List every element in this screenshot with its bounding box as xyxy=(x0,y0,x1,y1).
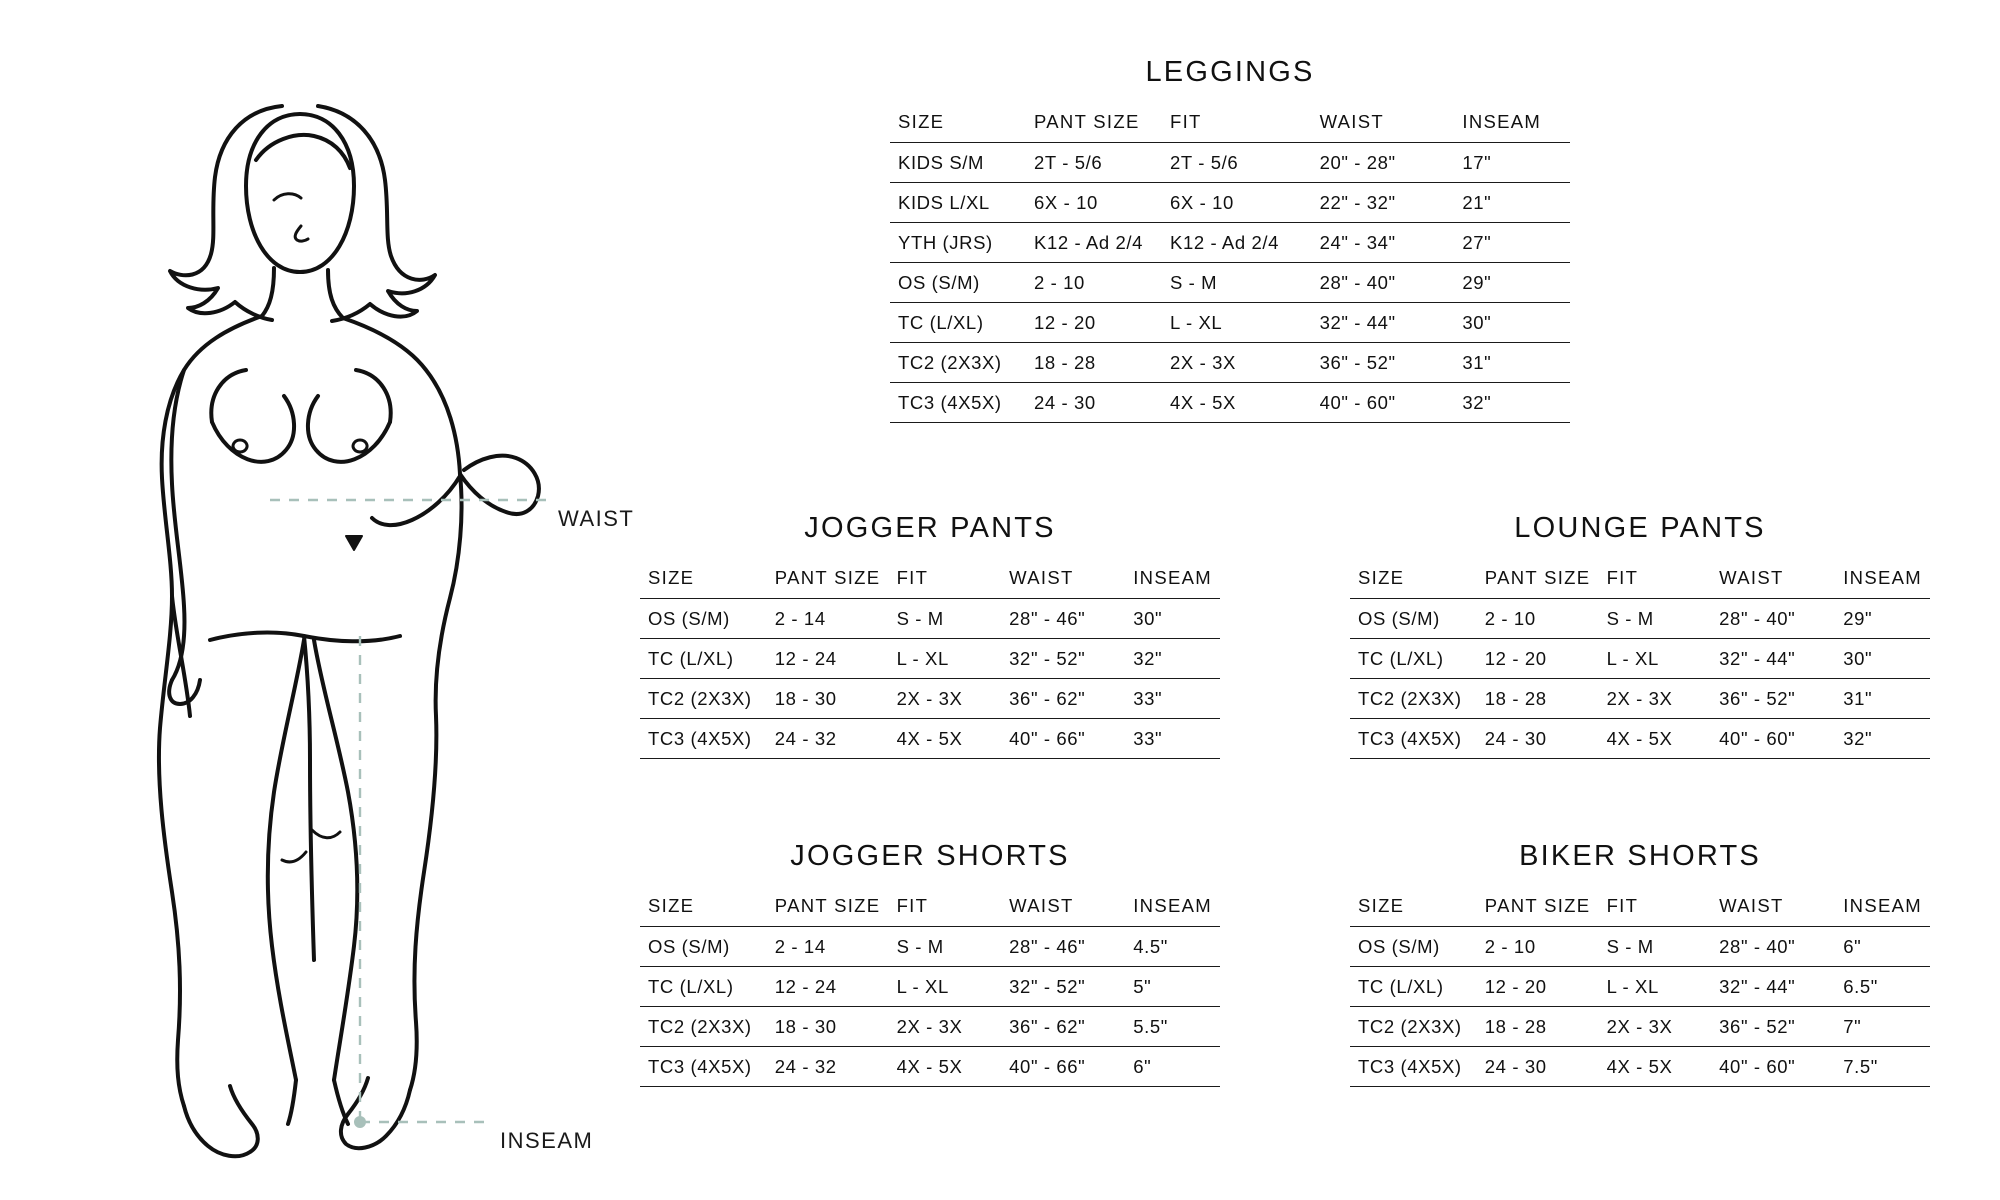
cell-inseam: 31" xyxy=(1835,679,1930,719)
section-title-jogger-shorts: JOGGER SHORTS xyxy=(790,840,1070,872)
cell-inseam: 5.5" xyxy=(1125,1007,1220,1047)
cell-waist: 24" - 34" xyxy=(1312,223,1455,263)
cell-pant-size: 24 - 30 xyxy=(1477,719,1599,759)
cell-size: TC (L/XL) xyxy=(1350,639,1477,679)
cell-fit: 4X - 5X xyxy=(1162,383,1312,423)
cell-pant-size: 18 - 28 xyxy=(1477,679,1599,719)
table-row xyxy=(1350,1007,1930,1047)
cell-fit: L - XL xyxy=(1162,303,1312,343)
cell-pant-size: 24 - 32 xyxy=(767,1047,889,1087)
cell-size: TC3 (4X5X) xyxy=(640,719,767,759)
cell-waist: 32" - 44" xyxy=(1711,967,1835,1007)
cell-fit: 2T - 5/6 xyxy=(1162,143,1312,183)
size-table-lounge-pants xyxy=(1350,567,1930,759)
table-row xyxy=(890,183,1570,223)
cell-size: TC (L/XL) xyxy=(640,967,767,1007)
inseam-label: INSEAM xyxy=(500,1128,594,1153)
col-header-waist: WAIST xyxy=(1719,895,1784,916)
cell-size: OS (S/M) xyxy=(640,599,767,639)
cell-inseam: 5" xyxy=(1125,967,1220,1007)
col-header-fit: FIT xyxy=(1606,567,1639,588)
table-row xyxy=(640,719,1220,759)
cell-pant-size: 18 - 30 xyxy=(767,1007,889,1047)
table-row xyxy=(1350,599,1930,639)
cell-waist: 28" - 40" xyxy=(1312,263,1455,303)
cell-pant-size: 18 - 28 xyxy=(1477,1007,1599,1047)
col-header-inseam: INSEAM xyxy=(1843,567,1922,588)
cell-fit: S - M xyxy=(1162,263,1312,303)
cell-fit: 4X - 5X xyxy=(1599,1047,1712,1087)
cell-size: TC2 (2X3X) xyxy=(640,1007,767,1047)
cell-waist: 32" - 44" xyxy=(1312,303,1455,343)
col-header-inseam: INSEAM xyxy=(1462,111,1542,132)
cell-waist: 28" - 40" xyxy=(1711,927,1835,967)
col-header-waist: WAIST xyxy=(1319,111,1384,132)
table-row xyxy=(640,1007,1220,1047)
cell-waist: 32" - 52" xyxy=(1001,967,1125,1007)
cell-inseam: 27" xyxy=(1454,223,1570,263)
cell-fit: 2X - 3X xyxy=(1162,343,1312,383)
cell-waist: 36" - 52" xyxy=(1312,343,1455,383)
cell-inseam: 30" xyxy=(1125,599,1220,639)
cell-pant-size: 2 - 10 xyxy=(1026,263,1162,303)
cell-waist: 40" - 60" xyxy=(1312,383,1455,423)
cell-pant-size: 2 - 10 xyxy=(1477,599,1599,639)
cell-waist: 40" - 60" xyxy=(1711,1047,1835,1087)
cell-fit: K12 - Ad 2/4 xyxy=(1162,223,1312,263)
size-chart-jogger-shorts xyxy=(640,840,1220,1087)
cell-fit: S - M xyxy=(889,599,1002,639)
table-row xyxy=(890,143,1570,183)
table-row xyxy=(640,639,1220,679)
cell-fit: L - XL xyxy=(889,967,1002,1007)
cell-waist: 36" - 52" xyxy=(1711,679,1835,719)
col-header-waist: WAIST xyxy=(1009,567,1074,588)
cell-inseam: 6.5" xyxy=(1835,967,1930,1007)
col-header-fit: FIT xyxy=(1170,111,1202,132)
table-row xyxy=(1350,719,1930,759)
col-header-size: SIZE xyxy=(648,895,695,916)
table-row xyxy=(890,383,1570,423)
cell-fit: 2X - 3X xyxy=(1599,1007,1712,1047)
cell-fit: L - XL xyxy=(1599,967,1712,1007)
table-row xyxy=(640,679,1220,719)
cell-waist: 22" - 32" xyxy=(1312,183,1455,223)
cell-inseam: 21" xyxy=(1454,183,1570,223)
table-header-row xyxy=(640,895,1220,927)
cell-pant-size: 12 - 20 xyxy=(1477,639,1599,679)
body-figure-illustration xyxy=(60,40,635,1180)
col-header-fit: FIT xyxy=(896,895,929,916)
cell-pant-size: 6X - 10 xyxy=(1026,183,1162,223)
cell-size: YTH (JRS) xyxy=(890,223,1026,263)
cell-size: TC3 (4X5X) xyxy=(1350,1047,1477,1087)
cell-inseam: 29" xyxy=(1454,263,1570,303)
size-table-leggings xyxy=(890,111,1570,423)
section-title-biker-shorts: BIKER SHORTS xyxy=(1519,840,1761,872)
cell-fit: L - XL xyxy=(1599,639,1712,679)
col-header-inseam: INSEAM xyxy=(1843,895,1922,916)
col-header-waist: WAIST xyxy=(1009,895,1074,916)
table-row xyxy=(890,263,1570,303)
col-header-fit: FIT xyxy=(896,567,929,588)
cell-pant-size: K12 - Ad 2/4 xyxy=(1026,223,1162,263)
size-chart-leggings xyxy=(890,56,1570,423)
cell-pant-size: 2 - 14 xyxy=(767,927,889,967)
cell-inseam: 7.5" xyxy=(1835,1047,1930,1087)
col-header-inseam: INSEAM xyxy=(1133,895,1212,916)
table-row xyxy=(1350,679,1930,719)
cell-pant-size: 12 - 24 xyxy=(767,639,889,679)
size-chart-biker-shorts xyxy=(1350,840,1930,1087)
cell-inseam: 30" xyxy=(1454,303,1570,343)
cell-inseam: 32" xyxy=(1835,719,1930,759)
col-header-size: SIZE xyxy=(1358,895,1405,916)
table-row xyxy=(1350,967,1930,1007)
cell-size: OS (S/M) xyxy=(1350,927,1477,967)
waist-label: WAIST xyxy=(558,506,635,531)
cell-fit: L - XL xyxy=(889,639,1002,679)
cell-fit: 4X - 5X xyxy=(889,719,1002,759)
cell-size: KIDS L/XL xyxy=(890,183,1026,223)
cell-size: TC2 (2X3X) xyxy=(890,343,1026,383)
col-header-pant-size: PANT SIZE xyxy=(1034,111,1140,132)
cell-size: OS (S/M) xyxy=(1350,599,1477,639)
cell-waist: 28" - 46" xyxy=(1001,599,1125,639)
cell-fit: S - M xyxy=(889,927,1002,967)
cell-fit: S - M xyxy=(1599,599,1712,639)
cell-pant-size: 18 - 28 xyxy=(1026,343,1162,383)
cell-size: TC2 (2X3X) xyxy=(640,679,767,719)
cell-size: TC (L/XL) xyxy=(890,303,1026,343)
table-row xyxy=(1350,1047,1930,1087)
col-header-pant-size: PANT SIZE xyxy=(774,895,881,916)
section-title-jogger-pants: JOGGER PANTS xyxy=(804,512,1056,544)
cell-fit: 2X - 3X xyxy=(889,679,1002,719)
cell-fit: S - M xyxy=(1599,927,1712,967)
cell-size: TC (L/XL) xyxy=(640,639,767,679)
cell-inseam: 29" xyxy=(1835,599,1930,639)
cell-waist: 20" - 28" xyxy=(1312,143,1455,183)
cell-size: OS (S/M) xyxy=(640,927,767,967)
cell-pant-size: 24 - 30 xyxy=(1477,1047,1599,1087)
cell-inseam: 30" xyxy=(1835,639,1930,679)
table-header-row xyxy=(1350,895,1930,927)
cell-waist: 40" - 60" xyxy=(1711,719,1835,759)
section-title-leggings: LEGGINGS xyxy=(1145,56,1315,88)
cell-inseam: 31" xyxy=(1454,343,1570,383)
cell-size: OS (S/M) xyxy=(890,263,1026,303)
col-header-inseam: INSEAM xyxy=(1133,567,1212,588)
cell-fit: 4X - 5X xyxy=(1599,719,1712,759)
cell-pant-size: 2 - 10 xyxy=(1477,927,1599,967)
table-header-row xyxy=(640,567,1220,599)
cell-inseam: 7" xyxy=(1835,1007,1930,1047)
table-row xyxy=(1350,639,1930,679)
table-row xyxy=(640,1047,1220,1087)
table-row xyxy=(640,967,1220,1007)
cell-inseam: 33" xyxy=(1125,679,1220,719)
table-header-row xyxy=(890,111,1570,143)
col-header-fit: FIT xyxy=(1606,895,1639,916)
cell-pant-size: 24 - 32 xyxy=(767,719,889,759)
col-header-waist: WAIST xyxy=(1719,567,1784,588)
size-chart-jogger-pants xyxy=(640,512,1220,759)
cell-waist: 40" - 66" xyxy=(1001,1047,1125,1087)
cell-waist: 28" - 46" xyxy=(1001,927,1125,967)
cell-size: TC2 (2X3X) xyxy=(1350,679,1477,719)
cell-size: TC (L/XL) xyxy=(1350,967,1477,1007)
cell-pant-size: 18 - 30 xyxy=(767,679,889,719)
table-row xyxy=(890,303,1570,343)
cell-size: TC2 (2X3X) xyxy=(1350,1007,1477,1047)
cell-waist: 36" - 52" xyxy=(1711,1007,1835,1047)
cell-pant-size: 12 - 20 xyxy=(1026,303,1162,343)
col-header-size: SIZE xyxy=(898,111,945,132)
table-row xyxy=(890,343,1570,383)
size-chart-lounge-pants xyxy=(1350,512,1930,759)
cell-inseam: 32" xyxy=(1125,639,1220,679)
cell-size: TC3 (4X5X) xyxy=(890,383,1026,423)
cell-fit: 2X - 3X xyxy=(1599,679,1712,719)
cell-pant-size: 2T - 5/6 xyxy=(1026,143,1162,183)
cell-fit: 4X - 5X xyxy=(889,1047,1002,1087)
cell-waist: 32" - 52" xyxy=(1001,639,1125,679)
table-row xyxy=(640,599,1220,639)
size-table-jogger-shorts xyxy=(640,895,1220,1087)
cell-inseam: 6" xyxy=(1125,1047,1220,1087)
table-row xyxy=(640,927,1220,967)
cell-waist: 40" - 66" xyxy=(1001,719,1125,759)
cell-inseam: 4.5" xyxy=(1125,927,1220,967)
cell-size: TC3 (4X5X) xyxy=(640,1047,767,1087)
cell-waist: 32" - 44" xyxy=(1711,639,1835,679)
col-header-pant-size: PANT SIZE xyxy=(774,567,881,588)
table-row xyxy=(890,223,1570,263)
size-table-jogger-pants xyxy=(640,567,1220,759)
cell-pant-size: 24 - 30 xyxy=(1026,383,1162,423)
cell-inseam: 33" xyxy=(1125,719,1220,759)
cell-waist: 28" - 40" xyxy=(1711,599,1835,639)
table-row xyxy=(1350,927,1930,967)
col-header-pant-size: PANT SIZE xyxy=(1484,895,1591,916)
cell-inseam: 6" xyxy=(1835,927,1930,967)
cell-pant-size: 12 - 24 xyxy=(767,967,889,1007)
col-header-pant-size: PANT SIZE xyxy=(1484,567,1591,588)
section-title-lounge-pants: LOUNGE PANTS xyxy=(1514,512,1766,544)
cell-size: TC3 (4X5X) xyxy=(1350,719,1477,759)
cell-inseam: 32" xyxy=(1454,383,1570,423)
col-header-size: SIZE xyxy=(1358,567,1405,588)
cell-inseam: 17" xyxy=(1454,143,1570,183)
cell-pant-size: 12 - 20 xyxy=(1477,967,1599,1007)
cell-size: KIDS S/M xyxy=(890,143,1026,183)
table-header-row xyxy=(1350,567,1930,599)
cell-waist: 36" - 62" xyxy=(1001,679,1125,719)
cell-fit: 2X - 3X xyxy=(889,1007,1002,1047)
col-header-size: SIZE xyxy=(648,567,695,588)
cell-pant-size: 2 - 14 xyxy=(767,599,889,639)
cell-fit: 6X - 10 xyxy=(1162,183,1312,223)
cell-waist: 36" - 62" xyxy=(1001,1007,1125,1047)
size-table-biker-shorts xyxy=(1350,895,1930,1087)
